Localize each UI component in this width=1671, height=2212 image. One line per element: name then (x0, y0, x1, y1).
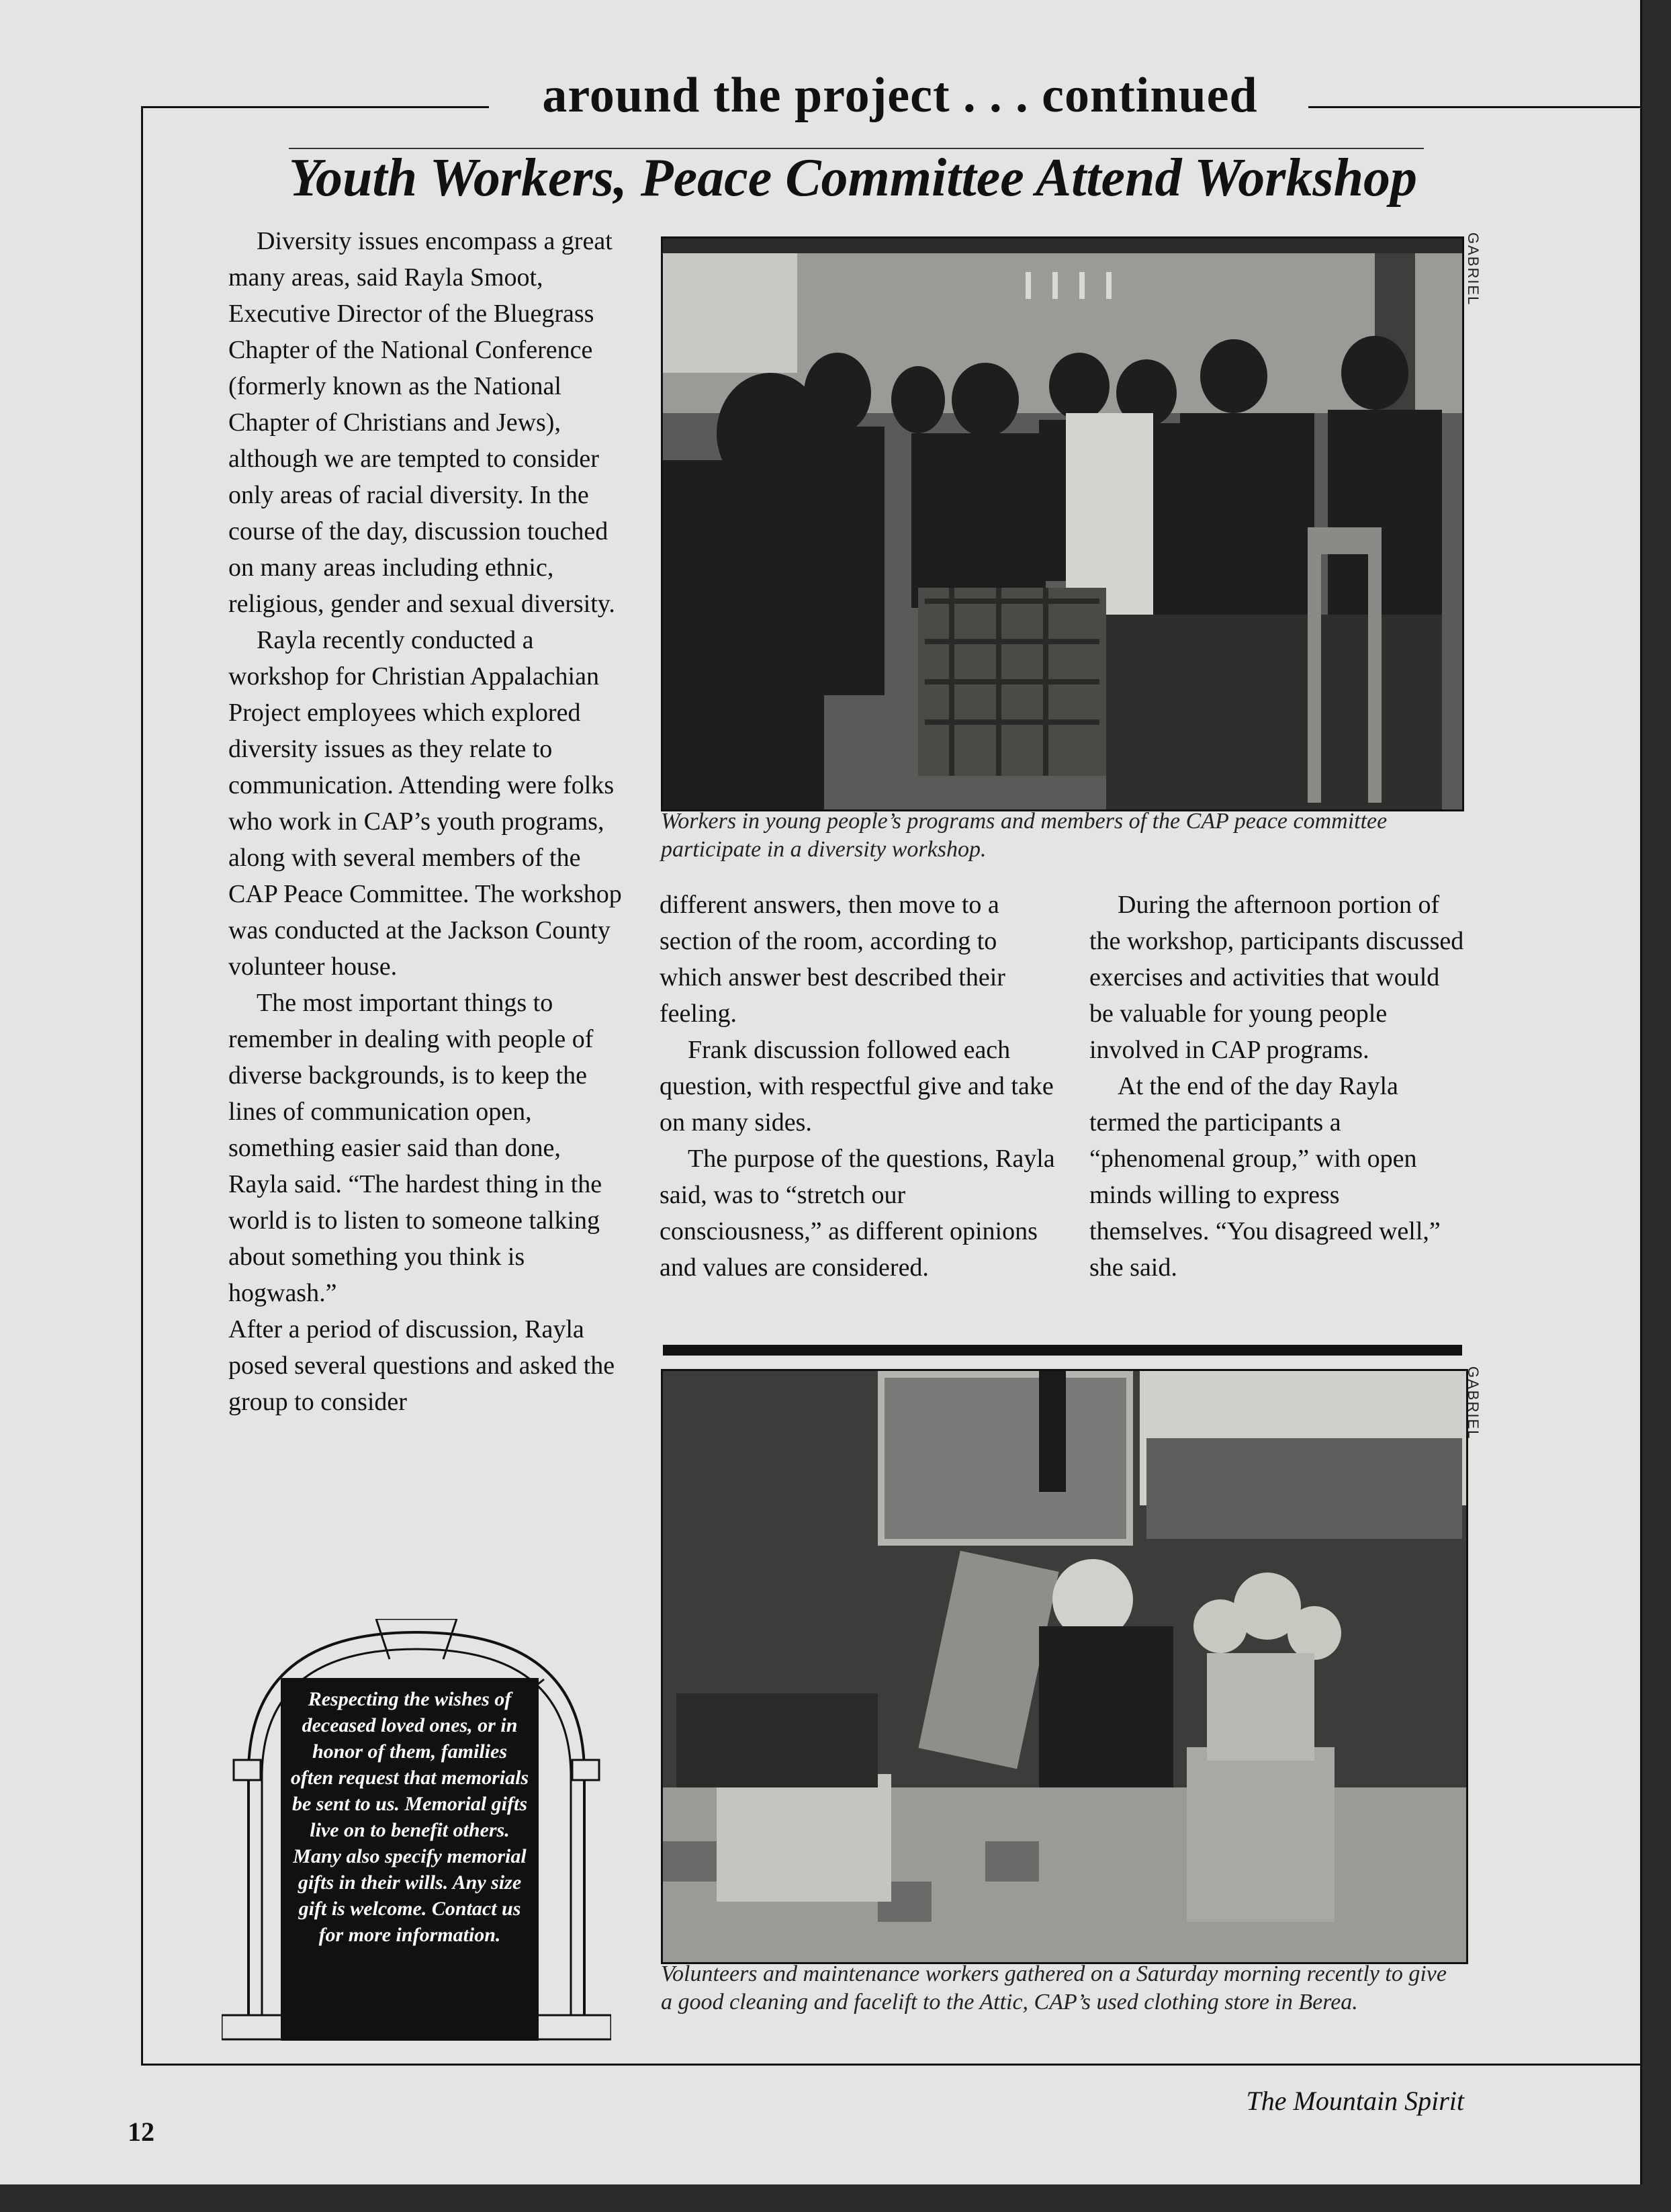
paragraph: different answers, then move to a section of the room, according to which answer best described their feeling. (660, 891, 1005, 1028)
frame-rule-top-left (141, 106, 489, 108)
paragraph: Frank discussion followed each question, with respectful give and take on many sides. (660, 1036, 1054, 1137)
photo-credit: GABRIEL (1465, 232, 1482, 306)
photo-divider-bar (663, 1345, 1462, 1356)
paragraph: Rayla recently conducted a workshop for Christian Appalachian Project employees which explored diversity issues as they relate to communication. Attending were folks who work in CAP’s youth programs, along with several members of the CAP Peace Committee. The workshop was conducted at the Jackson County volunteer house. (228, 626, 622, 981)
attic-cleanup-photo (661, 1369, 1468, 1964)
article-column-1 (228, 223, 625, 1420)
publication-name: The Mountain Spirit (1246, 2086, 1464, 2116)
article-column-2 (660, 887, 1056, 1286)
frame-rule-bottom (141, 2064, 1640, 2066)
workshop-photo-illustration (663, 238, 1462, 809)
paragraph: After a period of discussion, Rayla posed several questions and asked the group to consider (228, 1315, 615, 1416)
photo-credit: GABRIEL (1465, 1366, 1482, 1440)
paragraph: The purpose of the questions, Rayla said, was to “stretch our consciousness,” as different opinions and values are considered. (660, 1145, 1055, 1282)
paragraph: At the end of the day Rayla termed the participants a “phenomenal group,” with open minds willing to express themselves. “You disagreed well,” she said. (1089, 1072, 1441, 1282)
memorial-gifts-box (222, 1619, 611, 2049)
paragraph: The most important things to remember in dealing with people of diverse backgrounds, is to keep the lines of communication open, something easier said than done, Rayla said. “The hardest thing in the world is to listen to someone talking about something you think is hogwash.” (228, 989, 602, 1307)
page-number: 12 (128, 2117, 154, 2147)
memorial-gifts-text: Respecting the wishes of deceased loved ones, or in honor of them, families often request that memorials be sent to us. Memorial gifts live on to benefit others. Many also specify memorial gifts in their wills. Any size gift is welcome. Contact us for more information. (290, 1688, 529, 1946)
workshop-photo (661, 236, 1464, 811)
photo-caption: Volunteers and maintenance workers gathered on a Saturday morning recently to give a good cleaning and facelift to the Attic, CAP’s used clothing store in Berea. (661, 1961, 1447, 2015)
attic-photo-illustration (663, 1371, 1466, 1962)
frame-rule-left (141, 106, 143, 2064)
article-headline: Youth Workers, Peace Committee Attend Workshop (288, 148, 1418, 208)
paragraph: Diversity issues encompass a great many areas, said Rayla Smoot, Executive Director of the Bluegrass Chapter of the National Conference (formerly known as the National Chapter of Christians and Jews), although we are tempted to consider only areas of racial diversity. In the course of the day, discussion touched on many areas including ethnic, religious, gender and sexual diversity. (228, 227, 615, 618)
section-title: around the project . . . continued (542, 68, 1258, 123)
article-column-3 (1089, 887, 1465, 1286)
photo-caption: Workers in young people’s programs and members of the CAP peace committee participate in a diversity workshop. (661, 809, 1388, 862)
paragraph: During the afternoon portion of the workshop, participants discussed exercises and activities that would be valuable for young people involved in CAP programs. (1089, 891, 1464, 1064)
frame-rule-top-right (1308, 106, 1640, 108)
